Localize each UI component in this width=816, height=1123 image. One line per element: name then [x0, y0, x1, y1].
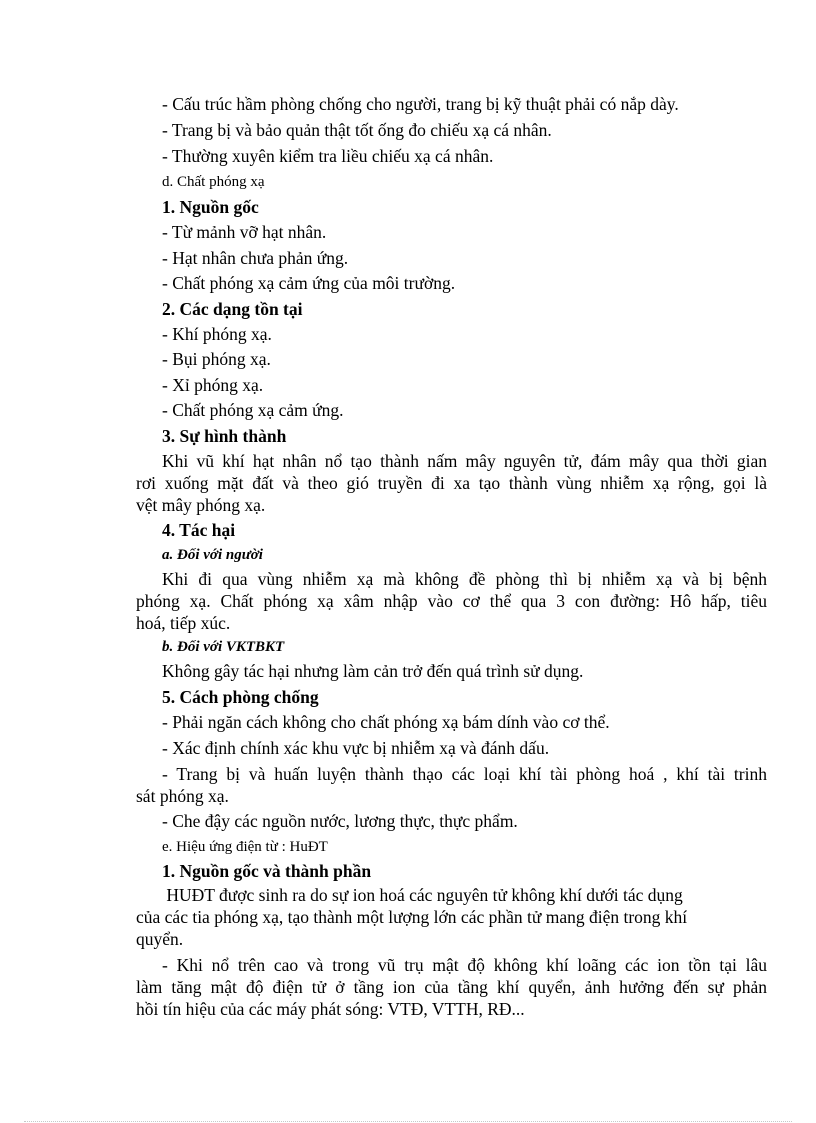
bullet-form-dust: - Bụi phóng xạ. — [162, 349, 271, 369]
bullet-shelter-structure: - Cấu trúc hầm phòng chống cho người, trang bị kỹ thuật phải có nắp dày. — [162, 94, 679, 114]
subheading-harm: 4. Tác hại — [162, 520, 236, 540]
bullet-dose-check: - Thường xuyên kiểm tra liều chiếu xạ cá nhân. — [162, 146, 494, 166]
page-bottom-divider — [24, 1121, 792, 1122]
paragraph-line: Khi đi qua vùng nhiễm xạ mà không đề phòng thì bị nhiễm xạ và bị bệnh — [162, 569, 767, 589]
paragraph-line: Khi vũ khí hạt nhân nổ tạo thành nấm mây nguyên tử, đám mây qua thời gian — [162, 451, 767, 471]
subheading-formation: 3. Sự hình thành — [162, 426, 287, 446]
section-heading-electromagnetic: e. Hiệu ứng điện từ : HuĐT — [162, 839, 328, 855]
subheading-origin-composition: 1. Nguồn gốc và thành phần — [162, 861, 372, 881]
bullet-dosimeter-equipment: - Trang bị và bảo quản thật tốt ống đo chiếu xạ cá nhân. — [162, 120, 552, 140]
subheading-prevention: 5. Cách phòng chống — [162, 687, 319, 707]
paragraph-line: hoá, tiếp xúc. — [136, 613, 231, 633]
bullet-origin-induced: - Chất phóng xạ cảm ứng của môi trường. — [162, 273, 456, 293]
bullet-train-equipment: - Trang bị và huấn luyện thành thạo các loại khí tài phòng hoá , khí tài trinh — [162, 764, 767, 784]
paragraph-line: của các tia phóng xạ, tạo thành một lượng lớn các phần tử mang điện trong khí — [136, 907, 688, 927]
paragraph-line: HUĐT được sinh ra do sự ion hoá các nguyên tử không khí dưới tác dụng — [162, 885, 683, 905]
paragraph-line: làm tăng mật độ điện tử ở tầng ion của tầng khí quyển, ảnh hưởng đến sự phản — [136, 977, 767, 997]
subheading-for-equipment: b. Đối với VKTBKT — [162, 639, 285, 655]
bullet-form-gas: - Khí phóng xạ. — [162, 324, 272, 344]
bullet-cover-supplies: - Che đậy các nguồn nước, lương thực, thực phẩm. — [162, 811, 518, 831]
paragraph-equipment-harm: Không gây tác hại nhưng làm cản trở đến quá trình sử dụng. — [162, 661, 584, 681]
paragraph-line: - Khi nổ trên cao và trong vũ trụ mật độ không khí loãng các ion tồn tại lâu — [162, 955, 767, 975]
bullet-origin-fragments: - Từ mảnh vỡ hạt nhân. — [162, 222, 327, 242]
bullet-mark-area: - Xác định chính xác khu vực bị nhiễm xạ và đánh dấu. — [162, 738, 550, 758]
paragraph-line: vệt mây phóng xạ. — [136, 495, 266, 515]
bullet-prevent-contact: - Phải ngăn cách không cho chất phóng xạ bám dính vào cơ thể. — [162, 712, 610, 732]
paragraph-line: hồi tín hiệu của các máy phát sóng: VTĐ, VTTH, RĐ... — [136, 999, 525, 1019]
section-heading-radioactive-substance: d. Chất phóng xạ — [162, 174, 265, 190]
bullet-origin-unreacted: - Hạt nhân chưa phản ứng. — [162, 248, 349, 268]
subheading-forms: 2. Các dạng tồn tại — [162, 299, 303, 319]
subheading-origin: 1. Nguồn gốc — [162, 197, 259, 217]
bullet-form-induced: - Chất phóng xạ cảm ứng. — [162, 400, 344, 420]
paragraph-line: quyển. — [136, 929, 184, 949]
bullet-train-equipment-cont: sát phóng xạ. — [136, 786, 229, 806]
paragraph-line: rơi xuống mặt đất và theo gió truyền đi xa tạo thành vùng nhiễm xạ rộng, gọi là — [136, 473, 767, 493]
paragraph-line: phóng xạ. Chất phóng xạ xâm nhập vào cơ thể qua 3 con đường: Hô hấp, tiêu — [136, 591, 767, 611]
subheading-for-people: a. Đối với người — [162, 547, 263, 563]
bullet-form-slag: - Xỉ phóng xạ. — [162, 375, 264, 395]
